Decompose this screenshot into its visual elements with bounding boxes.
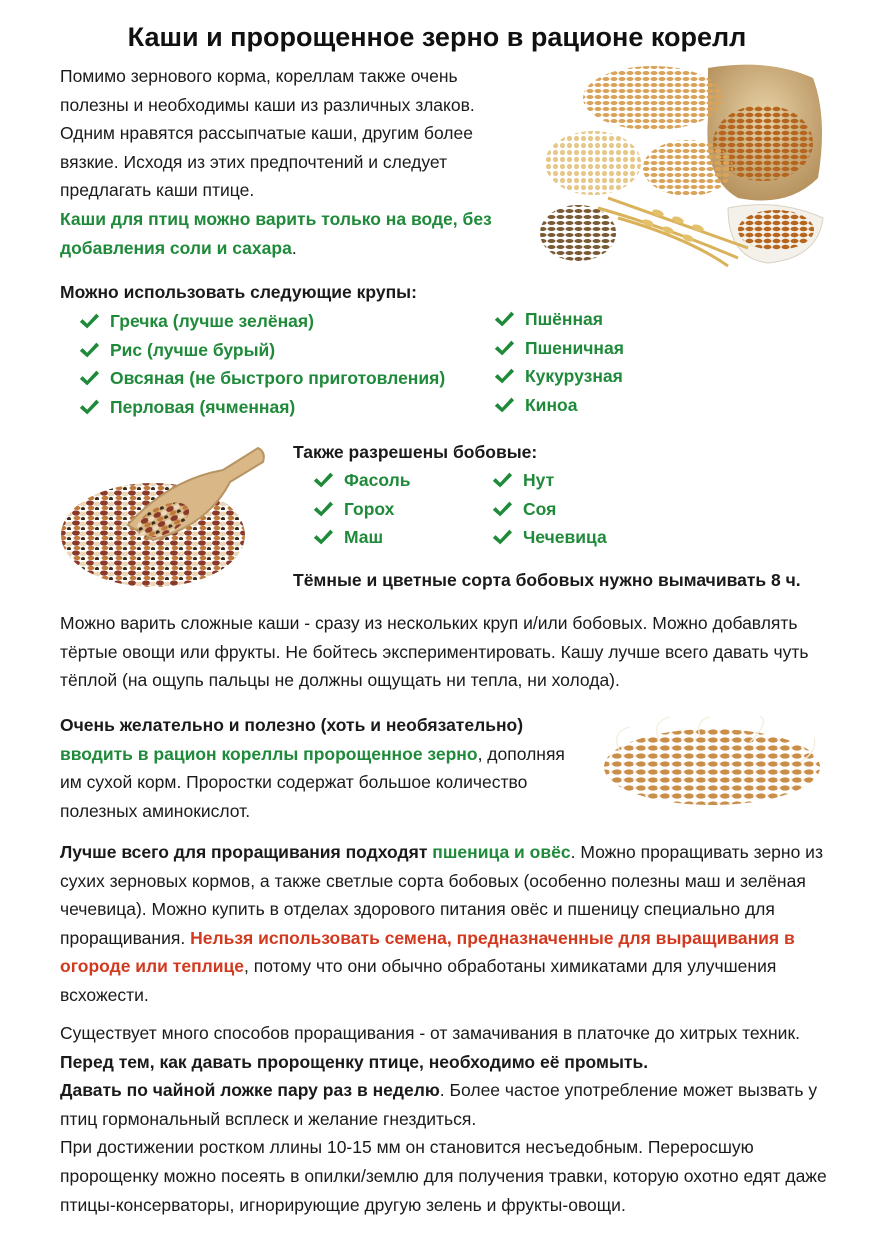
sprouts-photo bbox=[600, 712, 822, 812]
sprouts-green: вводить в рацион кореллы пророщенное зерно bbox=[60, 743, 478, 764]
list-item: Фасоль bbox=[312, 466, 411, 495]
checkmark-icon bbox=[491, 526, 513, 548]
checkmark-icon bbox=[78, 367, 100, 389]
checkmark-icon bbox=[491, 498, 513, 520]
methods-text2: . Более частое употребление может вызвать у птиц гормональный всплеск и желание гнездиться. bbox=[60, 1080, 818, 1129]
list-item: Соя bbox=[491, 495, 607, 524]
best-green: пшеница и овёс bbox=[432, 842, 571, 862]
intro-warning: Каши для птиц можно варить только на воде, без добавления соли и сахара bbox=[60, 208, 492, 258]
methods-bold2: Давать по чайной ложке пару раз в неделю bbox=[60, 1080, 440, 1101]
best-text2: , потому что они обычно обработаны химикатами для улучшения всхожести. bbox=[60, 956, 777, 1005]
methods-paragraph bbox=[60, 1019, 835, 1219]
sprouts-paragraph bbox=[60, 711, 590, 825]
sprouts-illustration bbox=[600, 712, 822, 812]
sprouts-rest: , дополняя им сухой корм. Проростки содержат большое количество полезных аминокислот. bbox=[60, 743, 565, 821]
list-item: Перловая (ячменная) bbox=[78, 393, 445, 422]
checkmark-icon bbox=[493, 337, 515, 359]
grains-photo bbox=[538, 58, 828, 268]
list-item: Киноа bbox=[493, 391, 624, 420]
checkmark-icon bbox=[312, 526, 334, 548]
legumes-list-left bbox=[312, 466, 411, 552]
legumes-list-right bbox=[491, 466, 607, 552]
checkmark-icon bbox=[493, 308, 515, 330]
list-item: Овсяная (не быстрого приготовления) bbox=[78, 364, 445, 393]
checkmark-icon bbox=[78, 310, 100, 332]
intro-warning-end: . bbox=[291, 237, 297, 258]
groats-list-left bbox=[78, 307, 445, 421]
methods-text1: Существует много способов проращивания - от замачивания в платочке до хитрых техник. bbox=[60, 1023, 800, 1043]
methods-text3: При достижении ростком ллины 10-15 мм он становится несъедобным. Переросшую пророщенку можно посеять в опилки/землю для получения травки, которую охотно едят даже птицы-консерваторы, игнорирующие другую зелень и фрукты-овощи. bbox=[60, 1137, 827, 1215]
complex-porridge-paragraph: Можно варить сложные каши - сразу из нескольких круп и/или бобовых. Можно добавлять тёртые овощи или фрукты. Не бойтесь экспериментировать. Кашу лучше всего давать чуть тёплой (на ощупь пальцы не должны ощущать ни тепла, ни холода). bbox=[60, 613, 809, 691]
legumes-heading: Также разрешены бобовые: bbox=[293, 442, 538, 462]
checkmark-icon bbox=[493, 365, 515, 387]
best-bold: Лучше всего для проращивания подходят bbox=[60, 842, 428, 862]
list-item: Пшеничная bbox=[493, 334, 624, 363]
legumes-note: Тёмные и цветные сорта бобовых нужно вымачивать 8 ч. bbox=[293, 570, 801, 590]
methods-bold1: Перед тем, как давать пророщенку птице, необходимо её промыть. bbox=[60, 1051, 649, 1072]
groats-heading: Можно использовать следующие крупы: bbox=[60, 282, 417, 302]
checkmark-icon bbox=[78, 339, 100, 361]
list-item: Кукурузная bbox=[493, 362, 624, 391]
grains-illustration bbox=[538, 58, 828, 268]
beans-illustration bbox=[58, 440, 268, 590]
list-item: Гречка (лучше зелёная) bbox=[78, 307, 445, 336]
page-title: Каши и пророщенное зерно в рационе корелл bbox=[127, 22, 747, 52]
groats-list-right bbox=[493, 305, 624, 419]
list-item: Нут bbox=[491, 466, 607, 495]
list-item: Маш bbox=[312, 523, 411, 552]
list-item: Чечевица bbox=[491, 523, 607, 552]
checkmark-icon bbox=[78, 396, 100, 418]
sprouts-bold: Очень желательно и полезно (хоть и необязательно) bbox=[60, 715, 524, 735]
checkmark-icon bbox=[312, 498, 334, 520]
intro-text: Помимо зернового корма, кореллам также очень полезны и необходимы каши из различных злаков. Одним нравятся рассыпчатые каши, другим более вязкие. Исходя из этих предпочтений и следует предлагать каши птице. bbox=[60, 66, 475, 201]
best-red-warning: Нельзя использовать семена, предназначенные для выращивания в огороде или теплице bbox=[60, 927, 795, 977]
list-item: Пшённая bbox=[493, 305, 624, 334]
checkmark-icon bbox=[312, 469, 334, 491]
intro-paragraph bbox=[60, 62, 530, 262]
checkmark-icon bbox=[491, 469, 513, 491]
beans-photo bbox=[58, 440, 268, 590]
checkmark-icon bbox=[493, 394, 515, 416]
best-text1: . Можно проращивать зерно из сухих зерновых кормов, а также светлые сорта бобовых (особенно полезны маш и зелёная чечевица). Можно купить в отделах здорового питания овёс и пшеницу специально для проращивания. bbox=[60, 842, 823, 948]
list-item: Рис (лучше бурый) bbox=[78, 336, 445, 365]
best-sprouting-paragraph bbox=[60, 838, 835, 1010]
list-item: Горох bbox=[312, 495, 411, 524]
